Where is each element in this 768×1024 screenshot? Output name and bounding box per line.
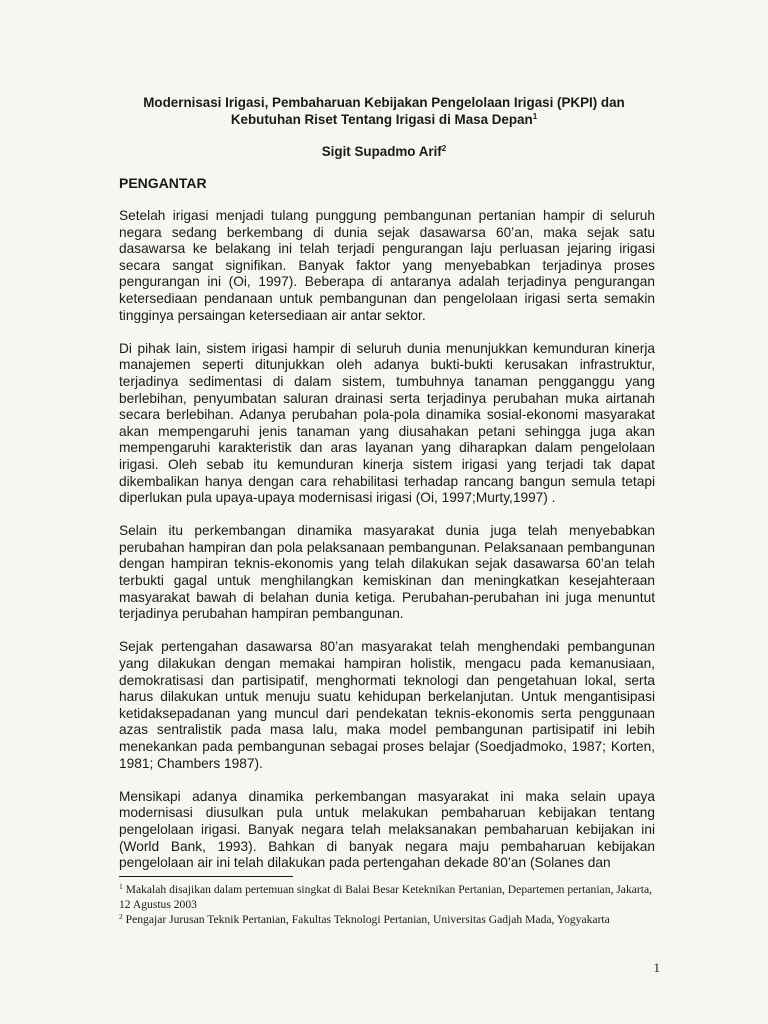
footnote-divider (119, 876, 293, 877)
title-line-1: Modernisasi Irigasi, Pembaharuan Kebijakan Pengelolaan Irigasi (PKPI) dan (143, 95, 625, 110)
footnotes (119, 883, 659, 929)
paragraph: Di pihak lain, sistem irigasi hampir di seluruh dunia menunjukkan kemunduran kinerja manajemen seperti ditunjukkan oleh adanya bukti-bukti kerusakan infrastruktur, terjadinya sedimentasi di dalam sistem, tumbuhnya tanaman pengganggu yang berlebihan, penyumbatan saluran drainasi serta terjadinya perubahan muka airtanah secara berlebihan. Adanya perubahan pola-pola dinamika sosial-ekonomi masyarakat akan mempengaruhi jenis tanaman yang diusahakan petani sehingga juga akan mempengaruhi karakteristik dan aras layanan yang diharapkan dalam pengelolaan irigasi. Oleh sebab itu kemunduran kinerja sistem irigasi yang terjadi tak dapat dikembalikan hanya dengan cara rehabilitasi terhadap rancang bangun semula tetapi diperlukan pula upaya-upaya modernisasi irigasi (Oi, 1997;Murty,1997) . (119, 340, 655, 506)
body-text (119, 208, 655, 888)
paper-title (100, 94, 668, 128)
footnote-ref: 2 (119, 912, 123, 922)
footnote-text: Makalah disajikan dalam pertemuan singkat di Balai Besar Keteknikan Pertanian, Departemen pertanian, Jakarta, 12 Agustus 2003 (119, 883, 653, 911)
title-line-2-text: Kebutuhan Riset Tentang Irigasi di Masa Depan (230, 112, 533, 127)
author-name (100, 144, 668, 159)
author-name-text: Sigit Supadmo Arif (321, 144, 442, 159)
footnote-text: Pengajar Jurusan Teknik Pertanian, Fakultas Teknologi Pertanian, Universitas Gadjah Mada, Yogyakarta (125, 913, 610, 927)
author-footnote-ref: 2 (441, 144, 447, 153)
paragraph: Sejak pertengahan dasawarsa 80’an masyarakat telah menghendaki pembangunan yang dilakukan dengan memakai hampiran holistik, mengacu pada kemanusiaan, demokratisasi dan partisipatif, menghormati teknologi dan pengetahuan lokal, serta harus dilakukan untuk menuju suatu kehidupan berkelanjutan. Untuk mengantisipasi ketidaksepadanan yang muncul dari pendekatan teknis-ekonomis serta penggunaan azas sentralistik pada masa lalu, maka model pembangunan partisipatif ini lebih menekankan pada pembangunan sebagai proses belajar (Soedjadmoko, 1987; Korten, 1981; Chambers 1987). (119, 639, 655, 771)
footnote-ref: 1 (119, 882, 123, 891)
footnote-1 (119, 883, 659, 912)
footnote-2 (119, 913, 659, 928)
paragraph: Selain itu perkembangan dinamika masyarakat dunia juga telah menyebabkan perubahan hampiran dan pola pelaksanaan pembangunan. Pelaksanaan pembangunan dengan hampiran teknis-ekonomis yang telah dilakukan sejak dasawarsa 60’an telah terbukti gagal untuk menghilangkan kemiskinan dan meningkatkan kesejahteraan masyarakat bawah di belahan dunia ketiga. Perubahan-perubahan ini juga menuntut terjadinya perubahan hampiran pembangunan. (119, 523, 655, 622)
page-number: 1 (653, 960, 660, 975)
paragraph: Setelah irigasi menjadi tulang punggung pembangunan pertanian hampir di seluruh negara sedang berkembang di dunia sejak dasawarsa 60’an, maka sejak satu dasawarsa ke belakang ini telah terjadi pengurangan laju perluasan jejaring irigasi secara sangat signifikan. Banyak faktor yang menyebabkan terjadinya proses pengurangan ini (Oi, 1997). Beberapa di antaranya adalah terjadinya pengurangan ketersediaan pendanaan untuk pembangunan dan pengelolaan irigasi serta semakin tingginya persaingan ketersediaan air antar sektor. (119, 208, 655, 323)
title-footnote-ref: 1 (532, 112, 538, 121)
title-line-2 (100, 111, 668, 128)
section-heading: PENGANTAR (119, 175, 207, 191)
paragraph: Mensikapi adanya dinamika perkembangan masyarakat ini maka selain upaya modernisasi diusulkan pula untuk melakukan pembaharuan kebijakan tentang pengelolaan irigasi. Banyak negara telah melaksanakan pembaharuan kebijakan ini (World Bank, 1993). Bahkan di banyak negara maju pembaharuan kebijakan pengelolaan air ini telah dilakukan pada pertengahan dekade 80’an (Solanes dan (119, 788, 655, 871)
